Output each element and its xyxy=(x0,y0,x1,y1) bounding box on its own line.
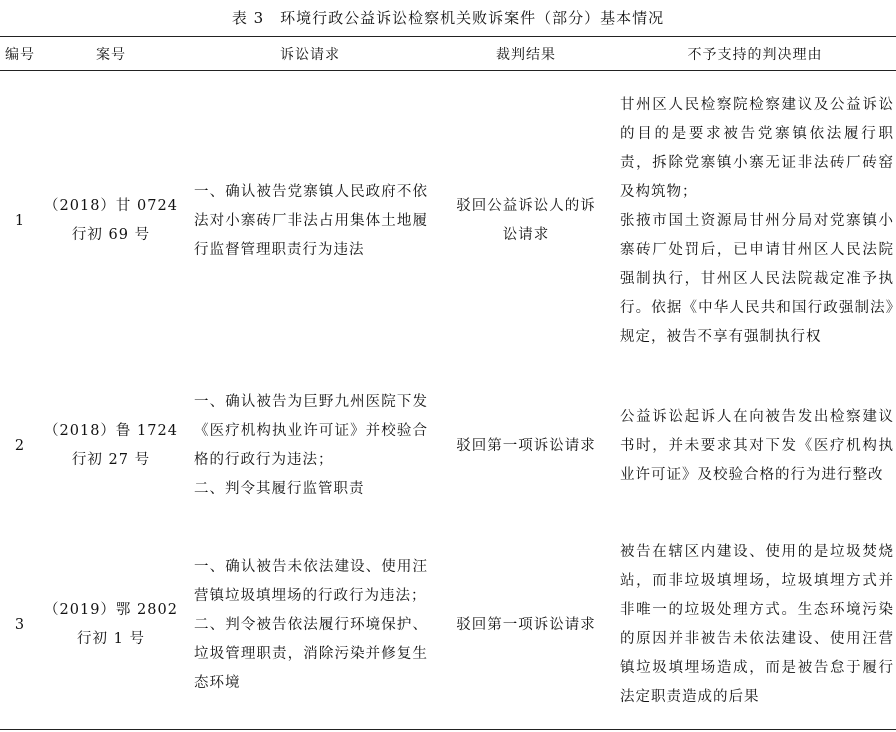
reason-cell xyxy=(614,521,896,730)
claim-item: 一、确认被告未依法建设、使用汪营镇垃圾填埋场的行政行为违法； xyxy=(194,558,428,604)
table-row xyxy=(0,371,896,521)
judgment-cell: 驳回公益诉讼人的诉讼请求 xyxy=(456,198,596,243)
case-number-line: （2018）鲁 1724 xyxy=(44,423,178,439)
header-case-number: 案号 xyxy=(40,37,182,71)
judgment-cell: 驳回第一项诉讼请求 xyxy=(456,437,596,454)
case-number-line: 行初 69 号 xyxy=(71,227,151,243)
case-number xyxy=(40,71,182,372)
row-number: 1 xyxy=(14,212,26,229)
header-judgment: 裁判结果 xyxy=(438,37,614,71)
row-number: 2 xyxy=(14,437,26,454)
case-number xyxy=(40,371,182,521)
claims-cell xyxy=(182,71,438,372)
case-number-line: （2019）鄂 2802 xyxy=(44,602,178,618)
reason-cell xyxy=(614,371,896,521)
reason-cell xyxy=(614,71,896,372)
case-number-line: 行初 27 号 xyxy=(71,452,151,468)
claim-item: 一、确认被告为巨野九州医院下发《医疗机构执业许可证》并校验合格的行政行为违法； xyxy=(194,394,428,468)
judgment-cell: 驳回第一项诉讼请求 xyxy=(456,616,596,633)
table-row xyxy=(0,521,896,730)
case-number-line: （2018）甘 0724 xyxy=(44,198,178,214)
reason-paragraph: 张掖市国土资源局甘州分局对党寨镇小寨砖厂处罚后，已申请甘州区人民法院强制执行，甘州区人民法院裁定准予执行。依据《中华人民共和国行政强制法》规定，被告不享有强制执行权 xyxy=(620,212,894,345)
case-number xyxy=(40,521,182,730)
cases-table xyxy=(0,36,896,730)
header-number: 编号 xyxy=(0,37,40,71)
claim-item: 二、判令被告依法履行环境保护、垃圾管理职责，消除污染并修复生态环境 xyxy=(194,616,428,691)
header-claims: 诉讼请求 xyxy=(182,37,438,71)
header-reasons: 不予支持的判决理由 xyxy=(614,37,896,71)
claim-item: 一、确认被告党寨镇人民政府不依法对小寨砖厂非法占用集体土地履行监督管理职责行为违法 xyxy=(194,183,428,258)
table-row xyxy=(0,71,896,372)
claims-cell xyxy=(182,521,438,730)
table-header-row xyxy=(0,37,896,71)
claims-cell xyxy=(182,371,438,521)
claim-item: 二、判令其履行监管职责 xyxy=(194,481,365,497)
table-caption: 表 3 环境行政公益诉讼检察机关败诉案件（部分）基本情况 xyxy=(231,9,665,27)
reason-paragraph: 甘州区人民检察院检察建议及公益诉讼的目的是要求被告党寨镇依法履行职责，拆除党寨镇小寨无证非法砖厂砖窑及构筑物； xyxy=(620,96,894,200)
reason-paragraph: 被告在辖区内建设、使用的是垃圾焚烧站，而非垃圾填埋场，垃圾填埋方式并非唯一的垃圾处理方式。生态环境污染的原因并非被告未依法建设、使用汪营镇垃圾填埋场造成，而是被告怠于履行法定职责造成的后果 xyxy=(620,544,894,705)
row-number: 3 xyxy=(14,616,26,633)
case-number-line: 行初 1 号 xyxy=(77,631,145,647)
reason-paragraph: 公益诉讼起诉人在向被告发出检察建议书时，并未要求其对下发《医疗机构执业许可证》及校验合格的行为进行整改 xyxy=(620,408,894,483)
